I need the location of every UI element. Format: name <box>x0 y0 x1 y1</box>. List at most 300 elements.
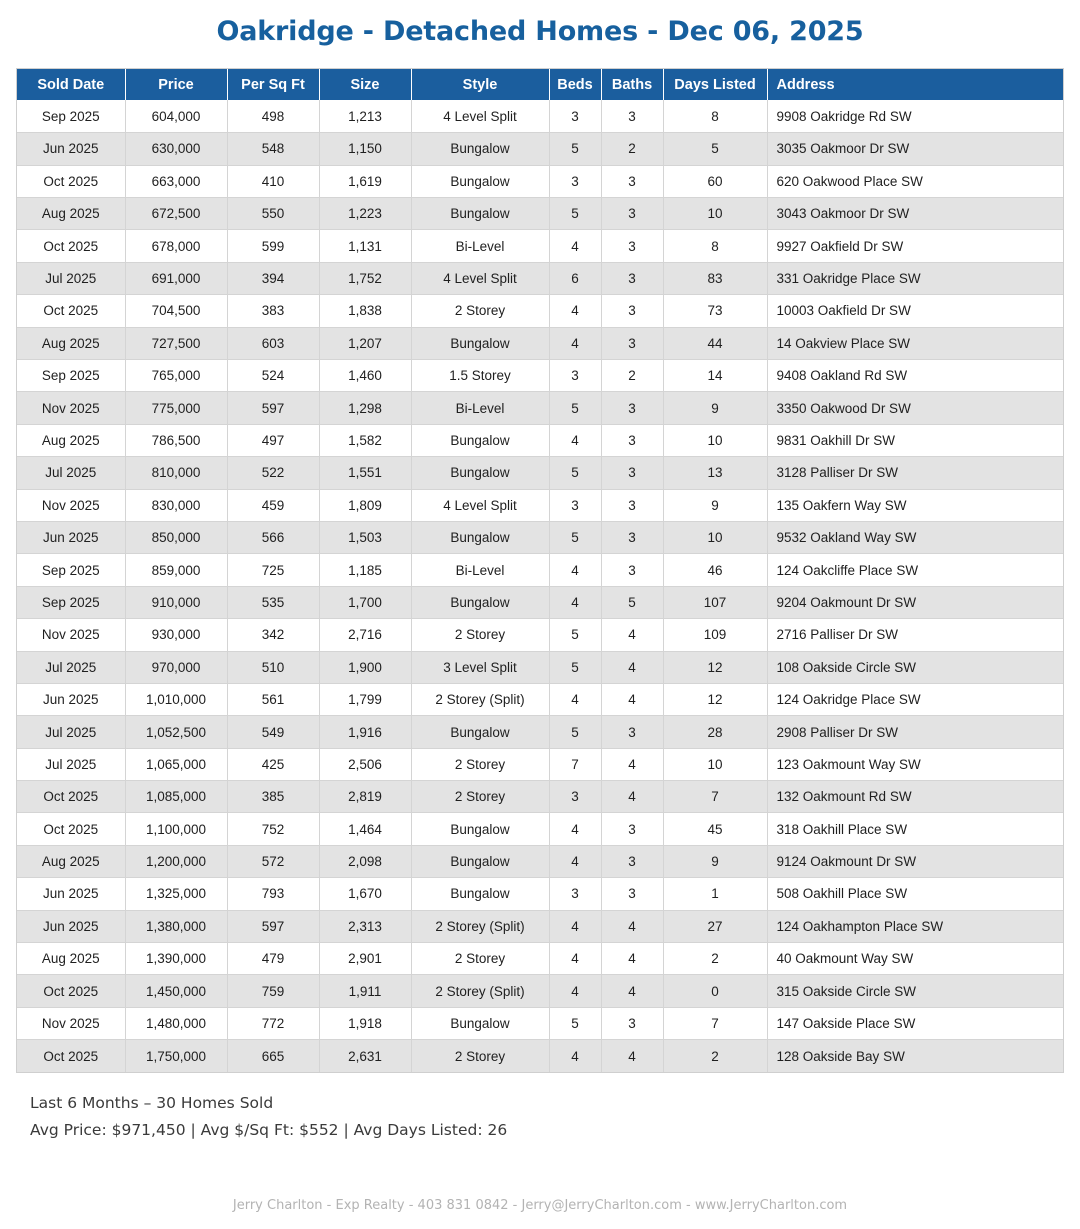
cell-address: 124 Oakcliffe Place SW <box>767 554 1063 586</box>
cell-baths: 2 <box>601 133 663 165</box>
column-header-price[interactable]: Price <box>125 69 227 100</box>
cell-per-sq-ft: 597 <box>227 910 319 942</box>
cell-baths: 3 <box>601 295 663 327</box>
cell-address: 9831 Oakhill Dr SW <box>767 424 1063 456</box>
table-row <box>17 619 1063 651</box>
cell-baths: 3 <box>601 230 663 262</box>
cell-size: 1,503 <box>319 521 411 553</box>
cell-baths: 4 <box>601 943 663 975</box>
cell-beds: 3 <box>549 100 601 132</box>
cell-style: 4 Level Split <box>411 489 549 521</box>
cell-size: 1,460 <box>319 360 411 392</box>
page-title: Oakridge - Detached Homes - Dec 06, 2025 <box>216 16 864 47</box>
cell-style: Bungalow <box>411 198 549 230</box>
cell-address: 3350 Oakwood Dr SW <box>767 392 1063 424</box>
cell-days-listed: 8 <box>663 100 767 132</box>
cell-days-listed: 13 <box>663 457 767 489</box>
cell-beds: 3 <box>549 878 601 910</box>
cell-sold-date: Sep 2025 <box>17 100 125 132</box>
cell-sold-date: Oct 2025 <box>17 165 125 197</box>
cell-per-sq-ft: 725 <box>227 554 319 586</box>
cell-per-sq-ft: 752 <box>227 813 319 845</box>
cell-size: 1,799 <box>319 683 411 715</box>
cell-address: 147 Oakside Place SW <box>767 1007 1063 1039</box>
cell-days-listed: 27 <box>663 910 767 942</box>
cell-days-listed: 109 <box>663 619 767 651</box>
table-row <box>17 457 1063 489</box>
cell-per-sq-ft: 535 <box>227 586 319 618</box>
cell-per-sq-ft: 522 <box>227 457 319 489</box>
cell-beds: 4 <box>549 1040 601 1072</box>
cell-price: 775,000 <box>125 392 227 424</box>
cell-per-sq-ft: 342 <box>227 619 319 651</box>
table-row <box>17 554 1063 586</box>
cell-days-listed: 73 <box>663 295 767 327</box>
column-header-beds[interactable]: Beds <box>549 69 601 100</box>
cell-price: 630,000 <box>125 133 227 165</box>
column-header-address[interactable]: Address <box>767 69 1063 100</box>
cell-per-sq-ft: 479 <box>227 943 319 975</box>
cell-address: 132 Oakmount Rd SW <box>767 781 1063 813</box>
cell-days-listed: 5 <box>663 133 767 165</box>
cell-style: 4 Level Split <box>411 262 549 294</box>
cell-price: 1,200,000 <box>125 845 227 877</box>
cell-address: 128 Oakside Bay SW <box>767 1040 1063 1072</box>
table-row <box>17 586 1063 618</box>
cell-address: 14 Oakview Place SW <box>767 327 1063 359</box>
cell-style: Bungalow <box>411 845 549 877</box>
cell-baths: 3 <box>601 521 663 553</box>
cell-price: 672,500 <box>125 198 227 230</box>
cell-baths: 3 <box>601 554 663 586</box>
cell-beds: 4 <box>549 586 601 618</box>
cell-sold-date: Jun 2025 <box>17 133 125 165</box>
cell-style: Bungalow <box>411 716 549 748</box>
cell-sold-date: Jun 2025 <box>17 521 125 553</box>
cell-days-listed: 46 <box>663 554 767 586</box>
cell-price: 930,000 <box>125 619 227 651</box>
cell-baths: 4 <box>601 781 663 813</box>
cell-sold-date: Nov 2025 <box>17 392 125 424</box>
cell-beds: 5 <box>549 392 601 424</box>
column-header-days-listed[interactable]: Days Listed <box>663 69 767 100</box>
table-row <box>17 360 1063 392</box>
table-row <box>17 943 1063 975</box>
cell-size: 1,150 <box>319 133 411 165</box>
cell-size: 2,631 <box>319 1040 411 1072</box>
cell-size: 1,223 <box>319 198 411 230</box>
cell-sold-date: Oct 2025 <box>17 813 125 845</box>
cell-price: 1,380,000 <box>125 910 227 942</box>
cell-per-sq-ft: 603 <box>227 327 319 359</box>
cell-per-sq-ft: 410 <box>227 165 319 197</box>
table-row <box>17 878 1063 910</box>
cell-baths: 4 <box>601 975 663 1007</box>
sales-table-container <box>16 68 1064 1073</box>
cell-style: 2 Storey (Split) <box>411 975 549 1007</box>
cell-days-listed: 10 <box>663 521 767 553</box>
cell-days-listed: 10 <box>663 748 767 780</box>
cell-days-listed: 10 <box>663 424 767 456</box>
summary-line-count: Last 6 Months – 30 Homes Sold <box>30 1094 274 1113</box>
cell-sold-date: Sep 2025 <box>17 554 125 586</box>
cell-address: 123 Oakmount Way SW <box>767 748 1063 780</box>
cell-days-listed: 60 <box>663 165 767 197</box>
cell-address: 331 Oakridge Place SW <box>767 262 1063 294</box>
cell-size: 2,716 <box>319 619 411 651</box>
cell-sold-date: Jul 2025 <box>17 457 125 489</box>
cell-days-listed: 0 <box>663 975 767 1007</box>
table-row <box>17 716 1063 748</box>
cell-sold-date: Aug 2025 <box>17 943 125 975</box>
cell-baths: 3 <box>601 100 663 132</box>
cell-price: 765,000 <box>125 360 227 392</box>
cell-baths: 3 <box>601 198 663 230</box>
column-header-sold-date[interactable]: Sold Date <box>17 69 125 100</box>
cell-days-listed: 9 <box>663 489 767 521</box>
cell-sold-date: Jul 2025 <box>17 716 125 748</box>
cell-baths: 3 <box>601 327 663 359</box>
cell-baths: 3 <box>601 716 663 748</box>
cell-size: 1,213 <box>319 100 411 132</box>
cell-per-sq-ft: 549 <box>227 716 319 748</box>
table-row <box>17 910 1063 942</box>
cell-beds: 5 <box>549 198 601 230</box>
cell-price: 1,010,000 <box>125 683 227 715</box>
cell-sold-date: Jun 2025 <box>17 878 125 910</box>
cell-beds: 4 <box>549 845 601 877</box>
cell-address: 315 Oakside Circle SW <box>767 975 1063 1007</box>
cell-sold-date: Sep 2025 <box>17 360 125 392</box>
cell-address: 3043 Oakmoor Dr SW <box>767 198 1063 230</box>
cell-address: 9908 Oakridge Rd SW <box>767 100 1063 132</box>
sales-table <box>17 69 1063 1072</box>
cell-size: 1,298 <box>319 392 411 424</box>
cell-size: 1,752 <box>319 262 411 294</box>
cell-days-listed: 45 <box>663 813 767 845</box>
cell-beds: 5 <box>549 521 601 553</box>
cell-style: 2 Storey <box>411 781 549 813</box>
cell-style: 2 Storey <box>411 619 549 651</box>
cell-address: 9532 Oakland Way SW <box>767 521 1063 553</box>
cell-days-listed: 1 <box>663 878 767 910</box>
cell-size: 2,506 <box>319 748 411 780</box>
cell-sold-date: Oct 2025 <box>17 1040 125 1072</box>
cell-style: 3 Level Split <box>411 651 549 683</box>
cell-address: 9124 Oakmount Dr SW <box>767 845 1063 877</box>
cell-beds: 4 <box>549 295 601 327</box>
cell-sold-date: Aug 2025 <box>17 198 125 230</box>
summary-block <box>30 1090 1080 1144</box>
cell-baths: 3 <box>601 1007 663 1039</box>
cell-price: 1,065,000 <box>125 748 227 780</box>
summary-line-averages: Avg Price: $971,450 | Avg $/Sq Ft: $552 | Avg Days Listed: 26 <box>30 1121 508 1140</box>
cell-days-listed: 14 <box>663 360 767 392</box>
cell-beds: 6 <box>549 262 601 294</box>
cell-beds: 4 <box>549 975 601 1007</box>
cell-price: 663,000 <box>125 165 227 197</box>
cell-per-sq-ft: 383 <box>227 295 319 327</box>
cell-price: 1,750,000 <box>125 1040 227 1072</box>
cell-baths: 3 <box>601 813 663 845</box>
column-header-baths[interactable]: Baths <box>601 69 663 100</box>
cell-sold-date: Nov 2025 <box>17 619 125 651</box>
cell-beds: 3 <box>549 489 601 521</box>
cell-beds: 5 <box>549 1007 601 1039</box>
cell-days-listed: 9 <box>663 845 767 877</box>
table-row <box>17 489 1063 521</box>
cell-baths: 3 <box>601 489 663 521</box>
cell-beds: 5 <box>549 133 601 165</box>
cell-beds: 4 <box>549 943 601 975</box>
cell-price: 859,000 <box>125 554 227 586</box>
table-row <box>17 327 1063 359</box>
cell-days-listed: 12 <box>663 651 767 683</box>
cell-sold-date: Oct 2025 <box>17 230 125 262</box>
cell-baths: 3 <box>601 457 663 489</box>
cell-beds: 4 <box>549 327 601 359</box>
cell-per-sq-ft: 793 <box>227 878 319 910</box>
cell-beds: 5 <box>549 619 601 651</box>
cell-style: Bungalow <box>411 457 549 489</box>
cell-baths: 3 <box>601 262 663 294</box>
cell-days-listed: 44 <box>663 327 767 359</box>
table-header <box>17 69 1063 100</box>
cell-beds: 4 <box>549 424 601 456</box>
cell-address: 124 Oakhampton Place SW <box>767 910 1063 942</box>
cell-per-sq-ft: 566 <box>227 521 319 553</box>
cell-per-sq-ft: 510 <box>227 651 319 683</box>
cell-sold-date: Jul 2025 <box>17 748 125 780</box>
cell-baths: 2 <box>601 360 663 392</box>
cell-price: 1,100,000 <box>125 813 227 845</box>
table-row <box>17 262 1063 294</box>
cell-size: 1,916 <box>319 716 411 748</box>
cell-size: 1,700 <box>319 586 411 618</box>
cell-baths: 3 <box>601 845 663 877</box>
cell-size: 2,098 <box>319 845 411 877</box>
cell-size: 1,551 <box>319 457 411 489</box>
cell-per-sq-ft: 550 <box>227 198 319 230</box>
cell-sold-date: Nov 2025 <box>17 489 125 521</box>
column-header-size[interactable]: Size <box>319 69 411 100</box>
cell-address: 3128 Palliser Dr SW <box>767 457 1063 489</box>
cell-sold-date: Jun 2025 <box>17 910 125 942</box>
cell-style: Bungalow <box>411 1007 549 1039</box>
cell-beds: 4 <box>549 230 601 262</box>
cell-beds: 5 <box>549 457 601 489</box>
table-row <box>17 781 1063 813</box>
cell-sold-date: Nov 2025 <box>17 1007 125 1039</box>
cell-style: Bungalow <box>411 813 549 845</box>
cell-address: 40 Oakmount Way SW <box>767 943 1063 975</box>
cell-per-sq-ft: 572 <box>227 845 319 877</box>
cell-size: 2,313 <box>319 910 411 942</box>
column-header-per-sq-ft[interactable]: Per Sq Ft <box>227 69 319 100</box>
cell-per-sq-ft: 548 <box>227 133 319 165</box>
cell-sold-date: Jul 2025 <box>17 651 125 683</box>
cell-days-listed: 7 <box>663 781 767 813</box>
cell-address: 135 Oakfern Way SW <box>767 489 1063 521</box>
cell-size: 1,582 <box>319 424 411 456</box>
cell-beds: 7 <box>549 748 601 780</box>
cell-days-listed: 9 <box>663 392 767 424</box>
cell-beds: 4 <box>549 683 601 715</box>
cell-beds: 4 <box>549 813 601 845</box>
cell-sold-date: Oct 2025 <box>17 781 125 813</box>
table-row <box>17 521 1063 553</box>
cell-per-sq-ft: 561 <box>227 683 319 715</box>
cell-size: 1,464 <box>319 813 411 845</box>
cell-days-listed: 12 <box>663 683 767 715</box>
cell-style: 2 Storey (Split) <box>411 683 549 715</box>
column-header-style[interactable]: Style <box>411 69 549 100</box>
cell-price: 910,000 <box>125 586 227 618</box>
cell-style: 2 Storey <box>411 943 549 975</box>
table-row <box>17 230 1063 262</box>
cell-sold-date: Aug 2025 <box>17 327 125 359</box>
cell-beds: 4 <box>549 554 601 586</box>
cell-address: 108 Oakside Circle SW <box>767 651 1063 683</box>
table-row <box>17 748 1063 780</box>
cell-baths: 4 <box>601 748 663 780</box>
cell-per-sq-ft: 599 <box>227 230 319 262</box>
cell-address: 508 Oakhill Place SW <box>767 878 1063 910</box>
cell-address: 124 Oakridge Place SW <box>767 683 1063 715</box>
cell-price: 810,000 <box>125 457 227 489</box>
cell-style: Bungalow <box>411 133 549 165</box>
cell-style: 2 Storey (Split) <box>411 910 549 942</box>
cell-style: Bi-Level <box>411 230 549 262</box>
cell-style: 2 Storey <box>411 295 549 327</box>
cell-days-listed: 83 <box>663 262 767 294</box>
table-row <box>17 198 1063 230</box>
cell-price: 691,000 <box>125 262 227 294</box>
cell-days-listed: 7 <box>663 1007 767 1039</box>
cell-size: 1,918 <box>319 1007 411 1039</box>
cell-address: 9408 Oakland Rd SW <box>767 360 1063 392</box>
cell-per-sq-ft: 759 <box>227 975 319 1007</box>
table-row <box>17 1040 1063 1072</box>
cell-days-listed: 2 <box>663 1040 767 1072</box>
cell-sold-date: Sep 2025 <box>17 586 125 618</box>
table-row <box>17 424 1063 456</box>
cell-price: 604,000 <box>125 100 227 132</box>
cell-price: 704,500 <box>125 295 227 327</box>
cell-address: 2716 Palliser Dr SW <box>767 619 1063 651</box>
cell-style: Bi-Level <box>411 392 549 424</box>
cell-price: 1,450,000 <box>125 975 227 1007</box>
table-row <box>17 683 1063 715</box>
cell-baths: 3 <box>601 878 663 910</box>
cell-sold-date: Oct 2025 <box>17 975 125 1007</box>
table-row <box>17 975 1063 1007</box>
cell-per-sq-ft: 394 <box>227 262 319 294</box>
cell-size: 2,901 <box>319 943 411 975</box>
cell-style: Bungalow <box>411 165 549 197</box>
table-row <box>17 392 1063 424</box>
cell-price: 786,500 <box>125 424 227 456</box>
cell-style: Bungalow <box>411 424 549 456</box>
cell-style: 2 Storey <box>411 1040 549 1072</box>
cell-address: 9204 Oakmount Dr SW <box>767 586 1063 618</box>
cell-size: 1,838 <box>319 295 411 327</box>
cell-address: 2908 Palliser Dr SW <box>767 716 1063 748</box>
cell-per-sq-ft: 425 <box>227 748 319 780</box>
cell-size: 1,131 <box>319 230 411 262</box>
table-row <box>17 813 1063 845</box>
cell-size: 1,911 <box>319 975 411 1007</box>
cell-price: 727,500 <box>125 327 227 359</box>
cell-price: 1,480,000 <box>125 1007 227 1039</box>
cell-baths: 3 <box>601 165 663 197</box>
cell-baths: 4 <box>601 910 663 942</box>
cell-baths: 4 <box>601 619 663 651</box>
cell-style: Bi-Level <box>411 554 549 586</box>
cell-style: Bungalow <box>411 586 549 618</box>
cell-days-listed: 107 <box>663 586 767 618</box>
cell-sold-date: Aug 2025 <box>17 845 125 877</box>
cell-beds: 3 <box>549 781 601 813</box>
table-row <box>17 1007 1063 1039</box>
cell-per-sq-ft: 385 <box>227 781 319 813</box>
cell-sold-date: Aug 2025 <box>17 424 125 456</box>
cell-baths: 4 <box>601 683 663 715</box>
table-row <box>17 165 1063 197</box>
cell-size: 1,900 <box>319 651 411 683</box>
cell-size: 2,819 <box>319 781 411 813</box>
cell-price: 678,000 <box>125 230 227 262</box>
table-row <box>17 845 1063 877</box>
cell-size: 1,619 <box>319 165 411 197</box>
table-body <box>17 100 1063 1072</box>
cell-price: 1,085,000 <box>125 781 227 813</box>
cell-baths: 3 <box>601 424 663 456</box>
cell-sold-date: Jul 2025 <box>17 262 125 294</box>
table-row <box>17 651 1063 683</box>
cell-address: 3035 Oakmoor Dr SW <box>767 133 1063 165</box>
cell-price: 970,000 <box>125 651 227 683</box>
cell-style: 4 Level Split <box>411 100 549 132</box>
cell-style: Bungalow <box>411 521 549 553</box>
cell-per-sq-ft: 524 <box>227 360 319 392</box>
cell-size: 1,207 <box>319 327 411 359</box>
cell-beds: 4 <box>549 910 601 942</box>
cell-baths: 4 <box>601 651 663 683</box>
cell-baths: 5 <box>601 586 663 618</box>
cell-days-listed: 8 <box>663 230 767 262</box>
cell-size: 1,809 <box>319 489 411 521</box>
cell-style: 2 Storey <box>411 748 549 780</box>
cell-size: 1,670 <box>319 878 411 910</box>
cell-per-sq-ft: 459 <box>227 489 319 521</box>
cell-address: 10003 Oakfield Dr SW <box>767 295 1063 327</box>
cell-days-listed: 28 <box>663 716 767 748</box>
cell-sold-date: Jun 2025 <box>17 683 125 715</box>
cell-address: 9927 Oakfield Dr SW <box>767 230 1063 262</box>
cell-days-listed: 10 <box>663 198 767 230</box>
cell-per-sq-ft: 498 <box>227 100 319 132</box>
cell-per-sq-ft: 597 <box>227 392 319 424</box>
cell-style: Bungalow <box>411 878 549 910</box>
table-row <box>17 100 1063 132</box>
cell-price: 830,000 <box>125 489 227 521</box>
cell-address: 318 Oakhill Place SW <box>767 813 1063 845</box>
cell-style: 1.5 Storey <box>411 360 549 392</box>
table-row <box>17 133 1063 165</box>
cell-beds: 3 <box>549 360 601 392</box>
cell-price: 1,390,000 <box>125 943 227 975</box>
